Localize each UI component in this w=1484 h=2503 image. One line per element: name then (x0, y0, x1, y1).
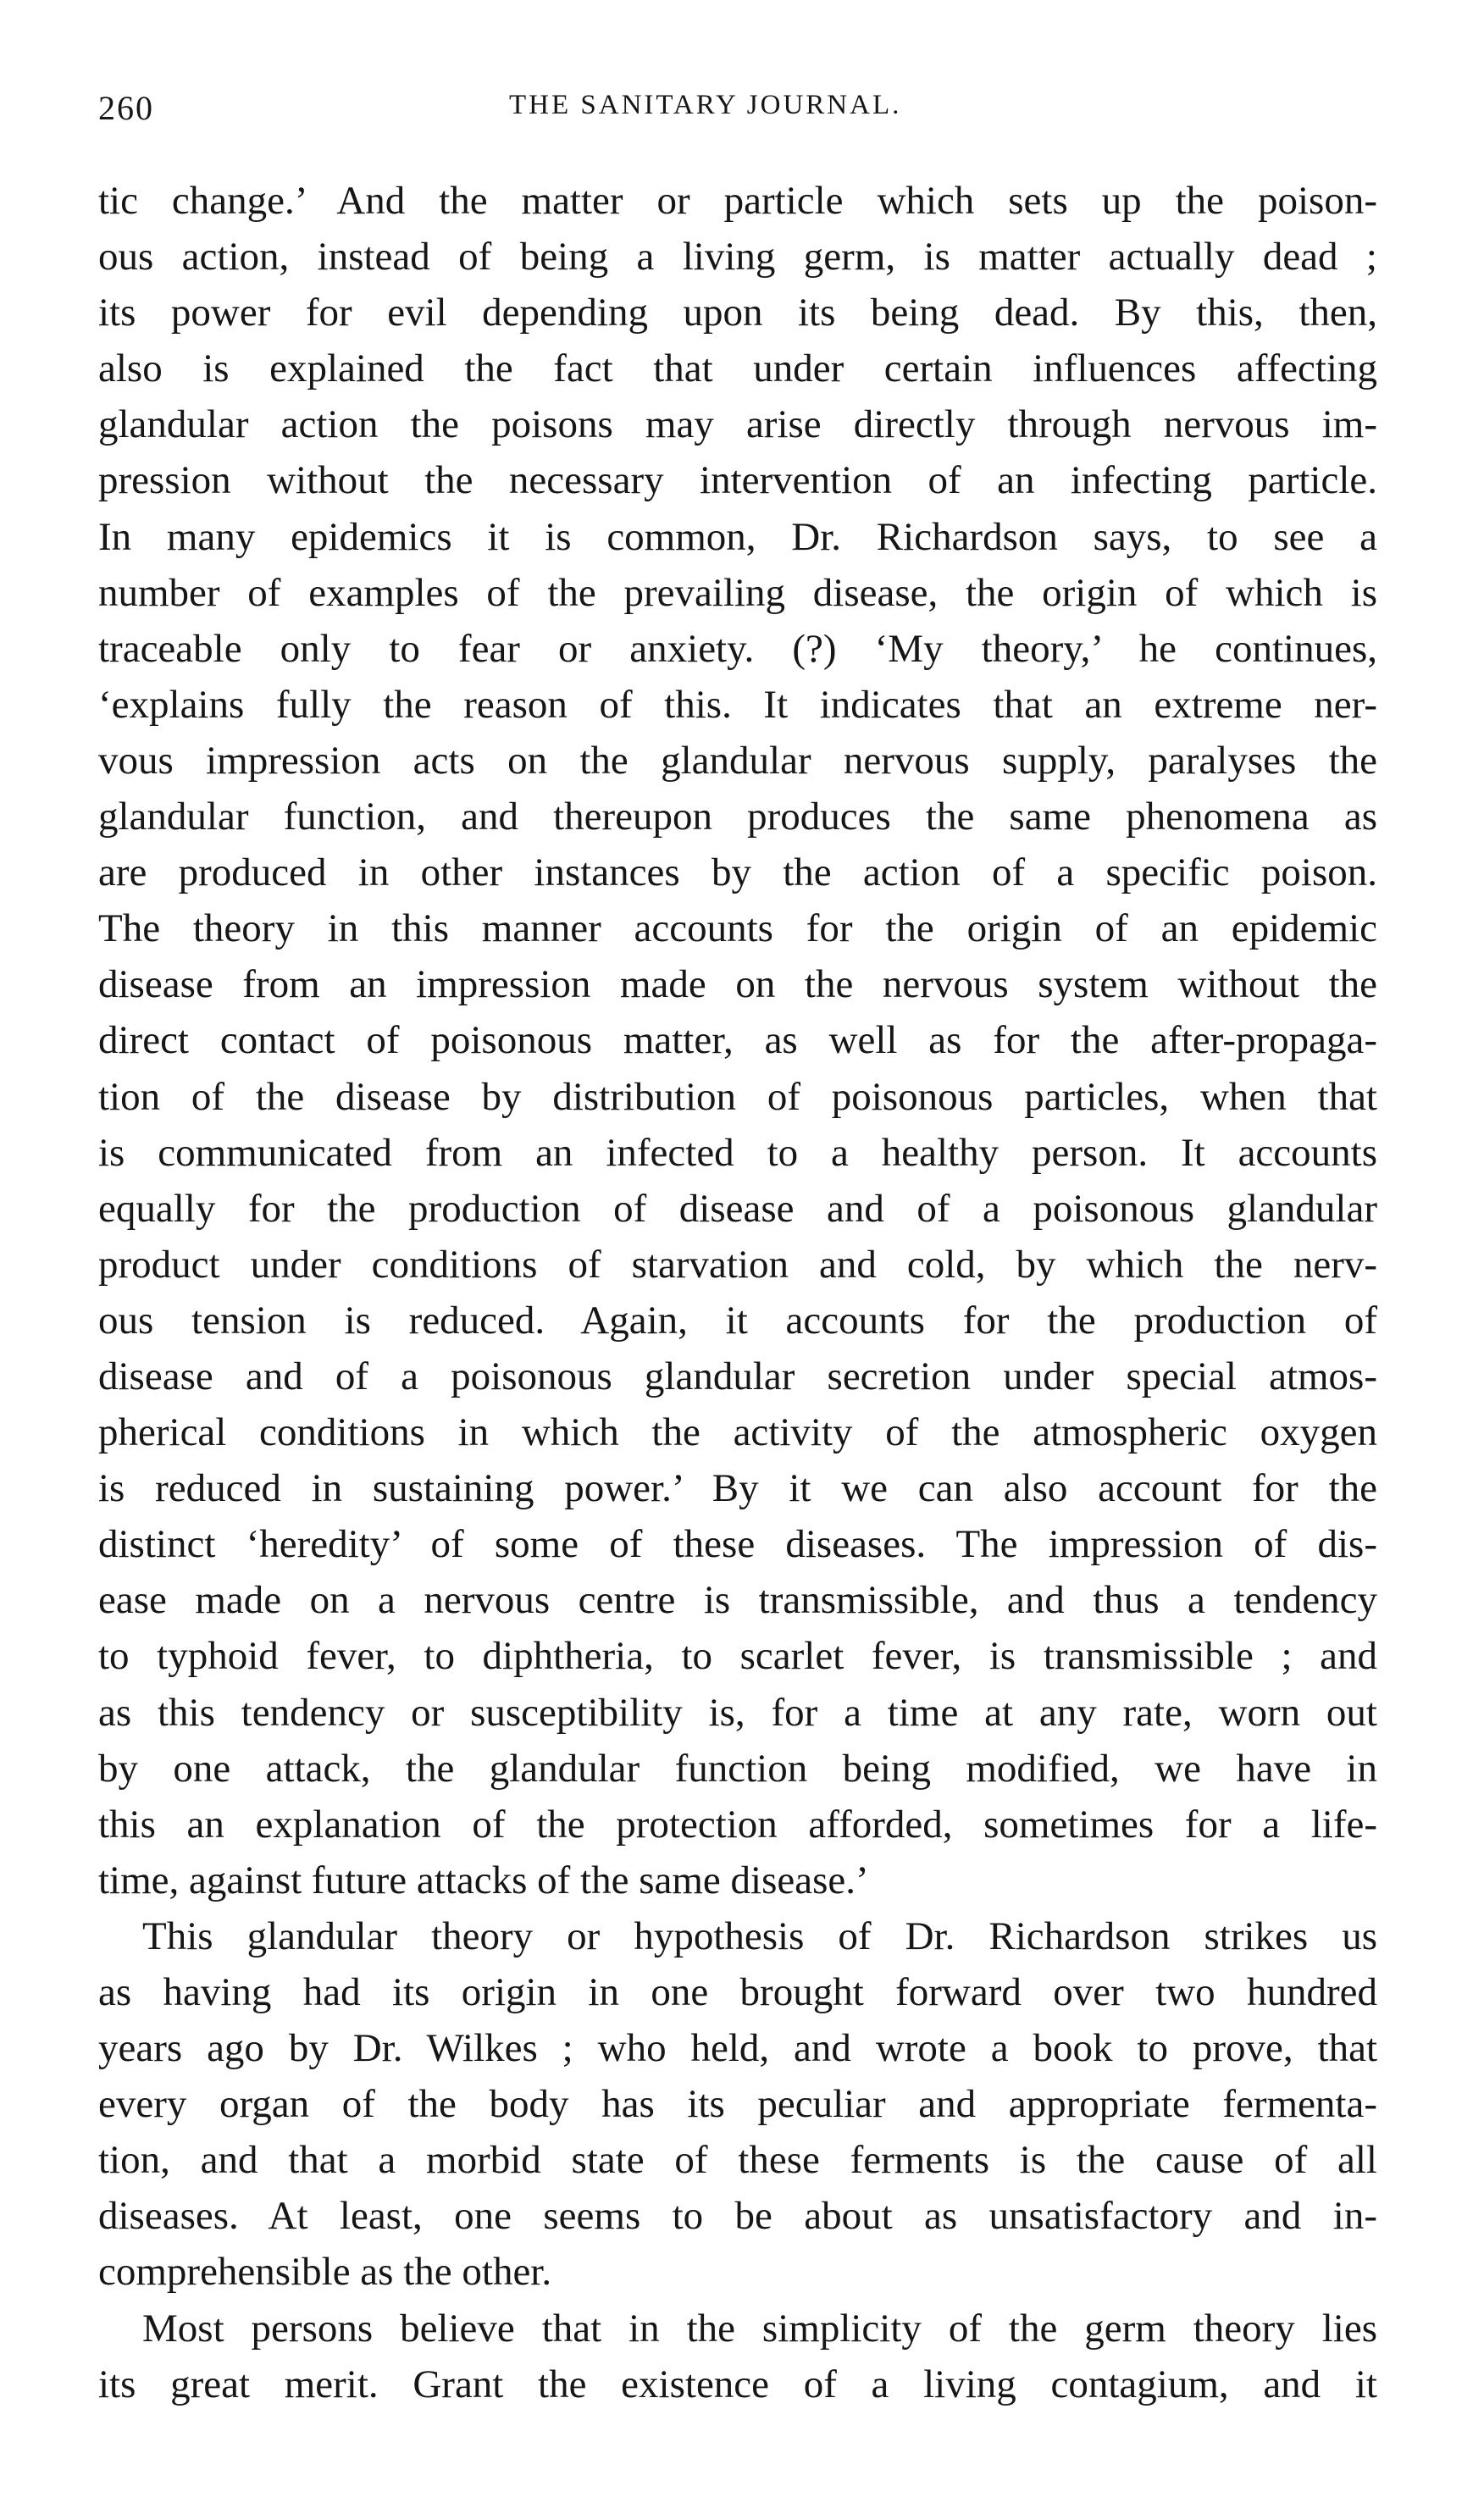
journal-title: THE SANITARY JOURNAL. (509, 90, 902, 120)
text-line: glandular function, and thereupon produces the same phenomena as (98, 795, 1377, 839)
text-line: ease made on a nervous centre is transmissible, and thus a tendency (98, 1578, 1377, 1623)
text-line: tion, and that a morbid state of these ferments is the cause of all (98, 2138, 1377, 2183)
paragraph (98, 2301, 1377, 2412)
page-number: 260 (98, 89, 154, 127)
text-line: distinct ‘heredity’ of some of these diseases. The impression of dis- (98, 1522, 1377, 1567)
paragraph (98, 173, 1377, 1908)
text-line: ous action, instead of being a living germ, is matter actually dead ; (98, 235, 1377, 280)
text-line: its great merit. Grant the existence of a living contagium, and it (98, 2362, 1377, 2406)
text-line: The theory in this manner accounts for the origin of an epidemic (98, 906, 1377, 951)
book-page (98, 88, 1377, 2406)
text-line: This glandular theory or hypothesis of Dr. Richardson strikes us (142, 1913, 1377, 1958)
text-line: every organ of the body has its peculiar and appropriate fermenta- (98, 2082, 1377, 2127)
text-line: In many epidemics it is common, Dr. Richardson says, to see a (98, 514, 1377, 559)
running-head (98, 88, 1377, 139)
text-line: equally for the production of disease and of a poisonous glandular (98, 1186, 1377, 1231)
text-line: tic change.’ And the matter or particle which sets up the poison- (98, 179, 1377, 223)
paragraph (98, 1908, 1377, 2301)
text-line: product under conditions of starvation and cold, by which the nerv- (98, 1242, 1377, 1287)
text-line: pression without the necessary intervention of an infecting particle. (98, 458, 1377, 503)
text-line: vous impression acts on the glandular nervous supply, paralyses the (98, 738, 1377, 783)
text-line: glandular action the poisons may arise directly through nervous im- (98, 402, 1377, 447)
text-line: pherical conditions in which the activity of the atmospheric oxygen (98, 1410, 1377, 1455)
text-line: disease from an impression made on the nervous system without the (98, 962, 1377, 1007)
text-line: are produced in other instances by the action of a specific poison. (98, 850, 1377, 895)
text-line: is reduced in sustaining power.’ By it we can also account for the (98, 1466, 1377, 1511)
text-line: its power for evil depending upon its being dead. By this, then, (98, 291, 1377, 335)
text-line: diseases. At least, one seems to be about as unsatisfactory and in- (98, 2194, 1377, 2239)
text-line: to typhoid fever, to diphtheria, to scarlet fever, is transmissible ; and (98, 1634, 1377, 1679)
text-line: traceable only to fear or anxiety. (?) ‘My theory,’ he continues, (98, 626, 1377, 671)
text-line: by one attack, the glandular function being modified, we have in (98, 1746, 1377, 1791)
text-line: tion of the disease by distribution of poisonous particles, when that (98, 1074, 1377, 1119)
body-text (98, 173, 1377, 2412)
text-line: is communicated from an infected to a healthy person. It accounts (98, 1130, 1377, 1175)
text-line: disease and of a poisonous glandular secretion under special atmos- (98, 1354, 1377, 1398)
text-line: also is explained the fact that under certain influences affecting (98, 346, 1377, 391)
text-line: years ago by Dr. Wilkes ; who held, and wrote a book to prove, that (98, 2026, 1377, 2071)
text-line: as having had its origin in one brought forward over two hundred (98, 1970, 1377, 2014)
text-line: this an explanation of the protection afforded, sometimes for a life- (98, 1802, 1377, 1847)
text-line: time, against future attacks of the same disease.’ (98, 1858, 869, 1902)
text-line: as this tendency or susceptibility is, for a time at any rate, worn out (98, 1690, 1377, 1735)
text-line: comprehensible as the other. (98, 2250, 552, 2295)
text-line: direct contact of poisonous matter, as well as for the after-propaga- (98, 1018, 1377, 1063)
text-line: number of examples of the prevailing disease, the origin of which is (98, 570, 1377, 615)
text-line: ‘explains fully the reason of this. It indicates that an extreme ner- (98, 682, 1377, 727)
text-line: Most persons believe that in the simplicity of the germ theory lies (142, 2306, 1377, 2351)
text-line: ous tension is reduced. Again, it accounts for the production of (98, 1298, 1377, 1343)
